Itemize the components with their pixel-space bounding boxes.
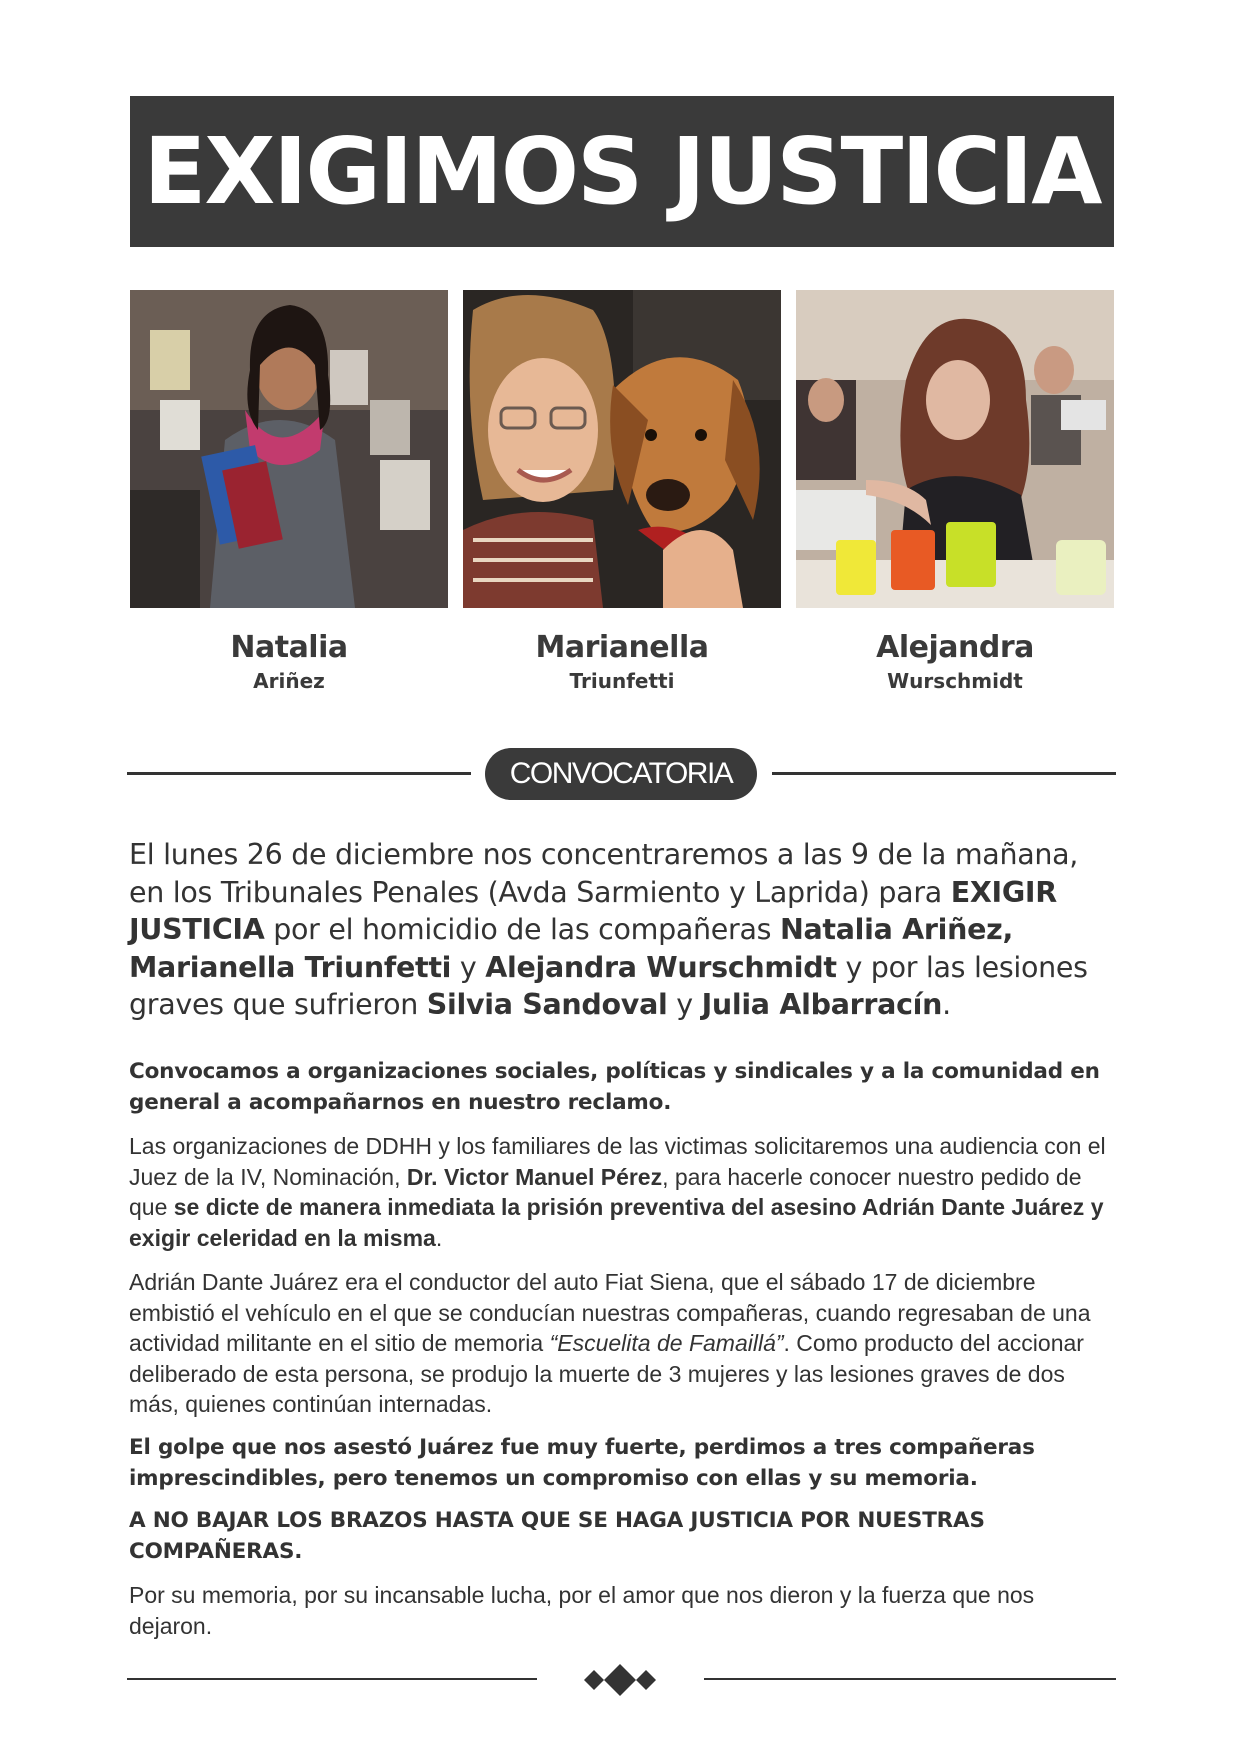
victim-name-2 xyxy=(463,630,781,693)
section-badge: CONVOCATORIA xyxy=(485,748,757,800)
victim-last-name: Wurschmidt xyxy=(887,669,1023,693)
victim-first-name: Alejandra xyxy=(876,630,1034,665)
victim-name-1 xyxy=(130,630,448,693)
paragraph-hearing: Las organizaciones de DDHH y los familiares de las victimas solicitaremos una audiencia con el Juez de la IV, Nominación, Dr. Victor Manuel Pérez, para hacerle conocer nuestro pedido de que se dicte de manera inmediata la prisión preventiva del asesino Adrián Dante Juárez y exigir celeridad en la misma. xyxy=(129,1133,1106,1251)
victim-last-name: Triunfetti xyxy=(569,669,675,693)
page-title: EXIGIMOS JUSTICIA xyxy=(143,118,1101,225)
photo-marianella xyxy=(463,290,781,608)
victim-name-3 xyxy=(796,630,1114,693)
photo-natalia xyxy=(130,290,448,608)
paragraph-closing: Por su memoria, por su incansable lucha, por el amor que nos dieron y la fuerza que nos dejaron. xyxy=(129,1582,1035,1639)
paragraph-slogan: A NO BAJAR LOS BRAZOS HASTA QUE SE HAGA JUSTICIA POR NUESTRAS COMPAÑERAS. xyxy=(129,1508,985,1564)
section-divider-left xyxy=(127,772,471,775)
victim-first-name: Marianella xyxy=(535,630,709,665)
footer-divider-right xyxy=(704,1678,1116,1680)
paragraph-commitment: El golpe que nos asestó Juárez fue muy fuerte, perdimos a tres compañeras imprescindibles, pero tenemos un compromiso con ellas y su memoria. xyxy=(129,1435,1035,1491)
paragraph-call: Convocamos a organizaciones sociales, políticas y sindicales y a la comunidad en general a acompañarnos en nuestro reclamo. xyxy=(129,1059,1100,1115)
footer-divider-left xyxy=(127,1678,537,1680)
paragraph-facts: Adrián Dante Juárez era el conductor del auto Fiat Siena, que el sábado 17 de diciembre embistió el vehículo en el que se conducían nuestras compañeras, cuando regresaban de una actividad militante en el sitio de memoria “Escuelita de Famaillá”. Como producto del accionar deliberado de esta persona, se produjo la muerte de 3 mujeres y las lesiones graves de dos más, quienes continúan internadas. xyxy=(129,1269,1091,1417)
victim-first-name: Natalia xyxy=(230,630,348,665)
diamond-ornament-icon xyxy=(570,1660,670,1700)
victim-last-name: Ariñez xyxy=(253,669,325,693)
lead-paragraph: El lunes 26 de diciembre nos concentraremos a las 9 de la mañana, en los Tribunales Penales (Avda Sarmiento y Laprida) para EXIGIR JUSTICIA por el homicidio de las compañeras Natalia Ariñez, Marianella Triunfetti y Alejandra Wurschmidt y por las lesiones graves que sufrieron Silvia Sandoval y Julia Albarracín. xyxy=(129,838,1088,1021)
title-banner xyxy=(130,96,1114,247)
section-divider-right xyxy=(772,772,1116,775)
photo-alejandra xyxy=(796,290,1114,608)
